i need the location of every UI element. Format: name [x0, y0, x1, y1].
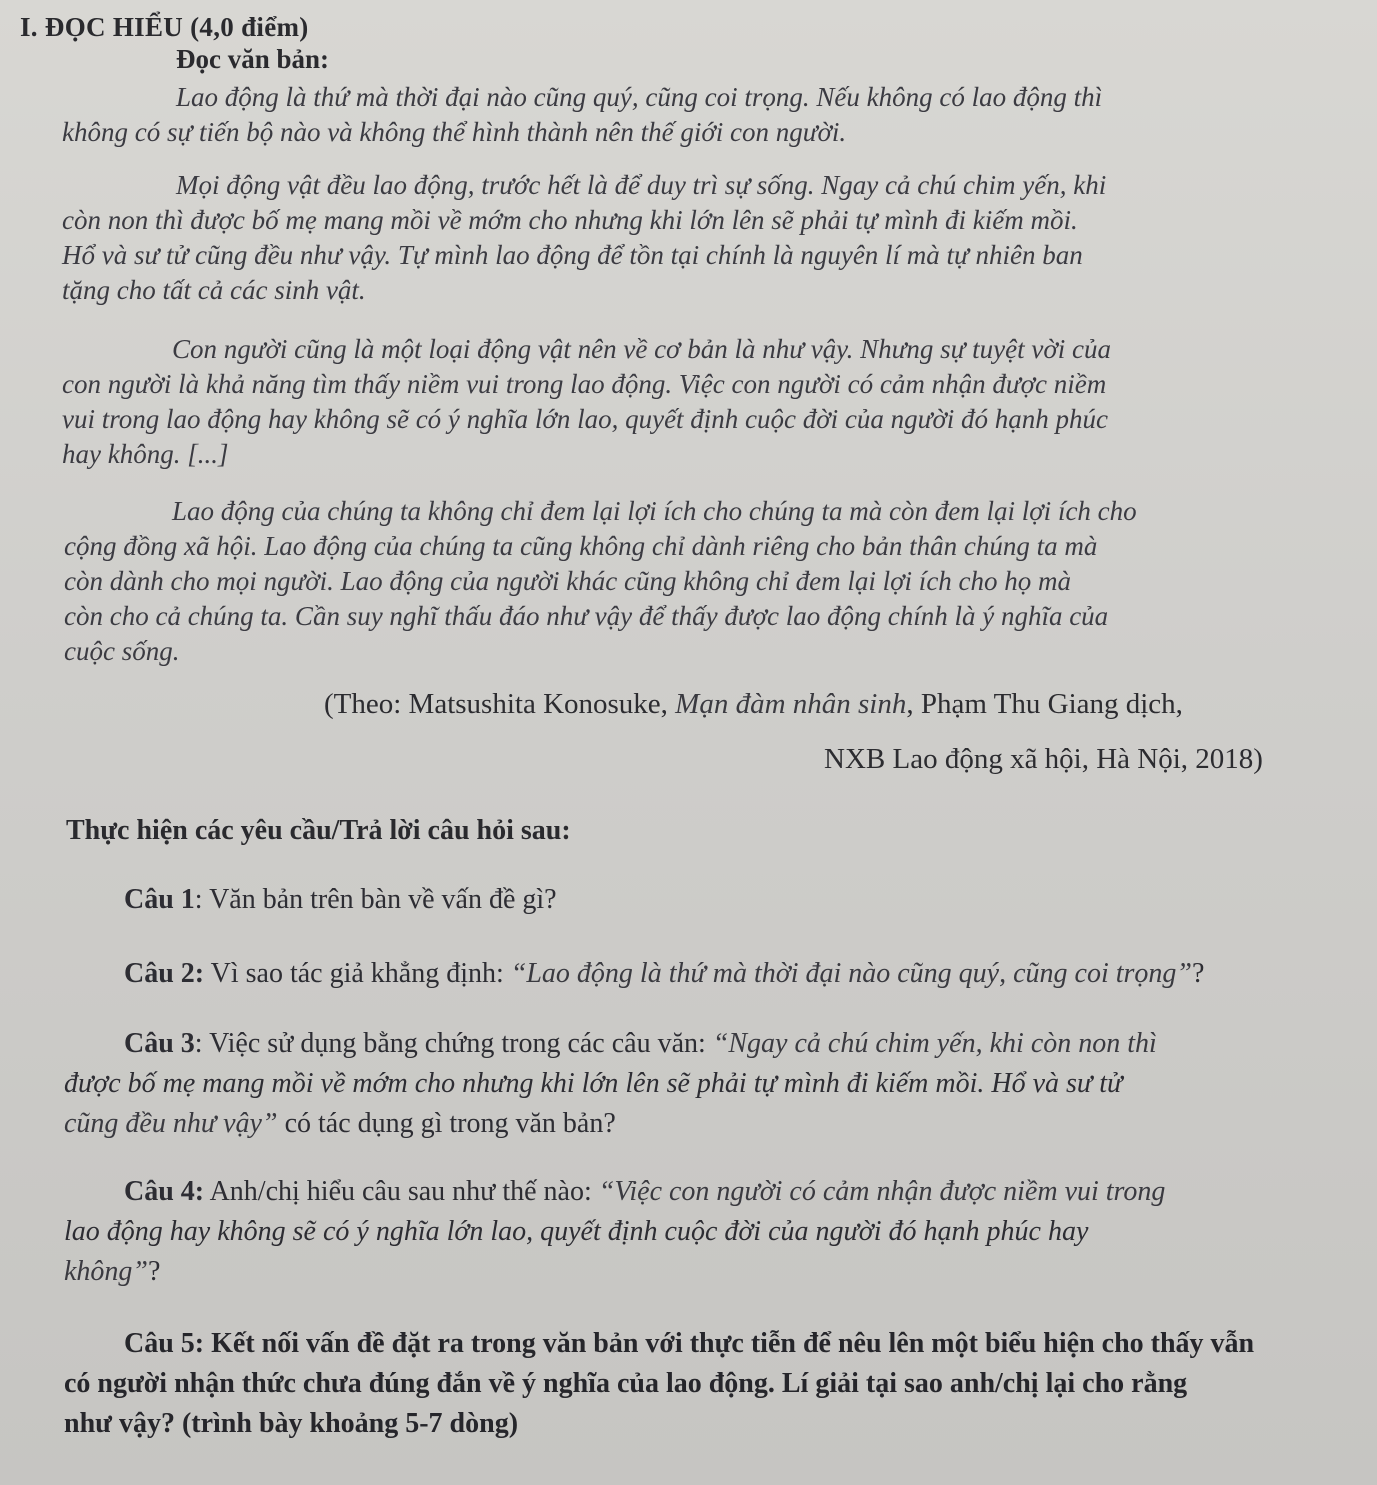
passage-line: con người là khả năng tìm thấy niềm vui trong lao động. Việc con người có cảm nhận được niềm — [62, 369, 1107, 399]
passage-line: cộng đồng xã hội. Lao động của chúng ta cũng không chỉ dành riêng cho bản thân chúng ta mà — [64, 531, 1098, 561]
question-3 — [124, 1030, 1157, 1058]
question-3-end — [64, 1110, 616, 1138]
question-5-line: như vậy? (trình bày khoảng 5-7 dòng) — [64, 1408, 519, 1439]
question-quote: “Việc con người có cảm nhận được niềm vui trong — [598, 1176, 1166, 1207]
task-instruction: Thực hiện các yêu cầu/Trả lời câu hỏi sau: — [66, 815, 571, 846]
passage-line: không có sự tiến bộ nào và không thể hình thành nên thế giới con người. — [62, 117, 847, 147]
question-5: Câu 5: Kết nối vấn đề đặt ra trong văn bản với thực tiễn để nêu lên một biểu hiện cho thấy vẫn — [124, 1328, 1255, 1359]
citation-prefix: (Theo: Matsushita Konosuke, — [324, 688, 676, 720]
question-label: Câu 2: — [124, 958, 205, 989]
section-heading: I. ĐỌC HIỂU (4,0 điểm) — [20, 12, 309, 42]
question-4-end — [64, 1258, 160, 1286]
question-end: ? — [148, 1256, 161, 1287]
passage-line: vui trong lao động hay không sẽ có ý nghĩa lớn lao, quyết định cuộc đời của người đó hạnh phúc — [62, 404, 1109, 434]
question-text: Anh/chị hiểu câu sau như thế nào: — [204, 1176, 599, 1207]
passage-line: còn cho cả chúng ta. Cần suy nghĩ thấu đáo như vậy để thấy được lao động chính là ý nghĩa của — [64, 601, 1109, 631]
passage-line: còn non thì được bố mẹ mang mồi về mớm cho nhưng khi lớn lên sẽ phải tự mình đi kiếm mồi. — [62, 205, 1078, 235]
read-instruction: Đọc văn bản: — [176, 44, 330, 74]
question-text: Vì sao tác giả khẳng định: — [204, 958, 511, 989]
citation-suffix: , Phạm Thu Giang dịch, — [906, 688, 1183, 720]
source-citation — [324, 690, 1183, 719]
question-4 — [124, 1178, 1165, 1206]
citation-publisher: NXB Lao động xã hội, Hà Nội, 2018) — [824, 743, 1263, 775]
question-quote: “Ngay cả chú chim yến, khi còn non thì — [712, 1028, 1157, 1059]
question-quote-line: lao động hay không sẽ có ý nghĩa lớn lao, quyết định cuộc đời của người đó hạnh phúc hay — [64, 1216, 1089, 1247]
question-label: Câu 1 — [124, 884, 195, 915]
question-text: : Việc sử dụng bằng chứng trong các câu văn: — [194, 1028, 713, 1059]
question-text: : Văn bản trên bàn về vấn đề gì? — [194, 884, 557, 915]
question-quote: không” — [64, 1256, 148, 1287]
question-label: Câu 3 — [124, 1028, 195, 1059]
passage-line: Lao động của chúng ta không chỉ đem lại lợi ích cho chúng ta mà còn đem lại lợi ích cho — [172, 496, 1137, 526]
passage-line: còn dành cho mọi người. Lao động của người khác cũng không chỉ đem lại lợi ích cho họ mà — [64, 566, 1072, 596]
question-end: có tác dụng gì trong văn bản? — [277, 1108, 616, 1139]
passage-line: Hổ và sư tử cũng đều như vậy. Tự mình lao động để tồn tại chính là nguyên lí mà tự nhiên ban — [62, 240, 1083, 270]
question-2 — [124, 960, 1204, 988]
question-quote: “Lao động là thứ mà thời đại nào cũng quý, cũng coi trọng” — [510, 958, 1192, 989]
question-label: Câu 4: — [124, 1176, 205, 1207]
passage-line: Con người cũng là một loại động vật nên về cơ bản là như vậy. Nhưng sự tuyệt vời của — [172, 334, 1111, 364]
question-end: ? — [1192, 958, 1205, 989]
citation-book-title: Mạn đàm nhân sinh — [675, 688, 907, 720]
passage-line: Lao động là thứ mà thời đại nào cũng quý, cũng coi trọng. Nếu không có lao động thì — [176, 82, 1103, 112]
question-1 — [124, 886, 557, 914]
passage-line: tặng cho tất cả các sinh vật. — [62, 275, 366, 305]
passage-line: hay không. [...] — [62, 439, 229, 469]
passage-line: Mọi động vật đều lao động, trước hết là để duy trì sự sống. Ngay cả chú chim yến, khi — [176, 170, 1107, 200]
question-quote-line: được bố mẹ mang mồi về mớm cho nhưng khi lớn lên sẽ phải tự mình đi kiếm mồi. Hổ và sư tử — [64, 1068, 1123, 1099]
question-quote: cũng đều như vậy” — [64, 1108, 278, 1139]
passage-line: cuộc sống. — [64, 636, 180, 666]
question-5-line: có người nhận thức chưa đúng đắn về ý nghĩa của lao động. Lí giải tại sao anh/chị lại cho rằng — [64, 1368, 1188, 1399]
